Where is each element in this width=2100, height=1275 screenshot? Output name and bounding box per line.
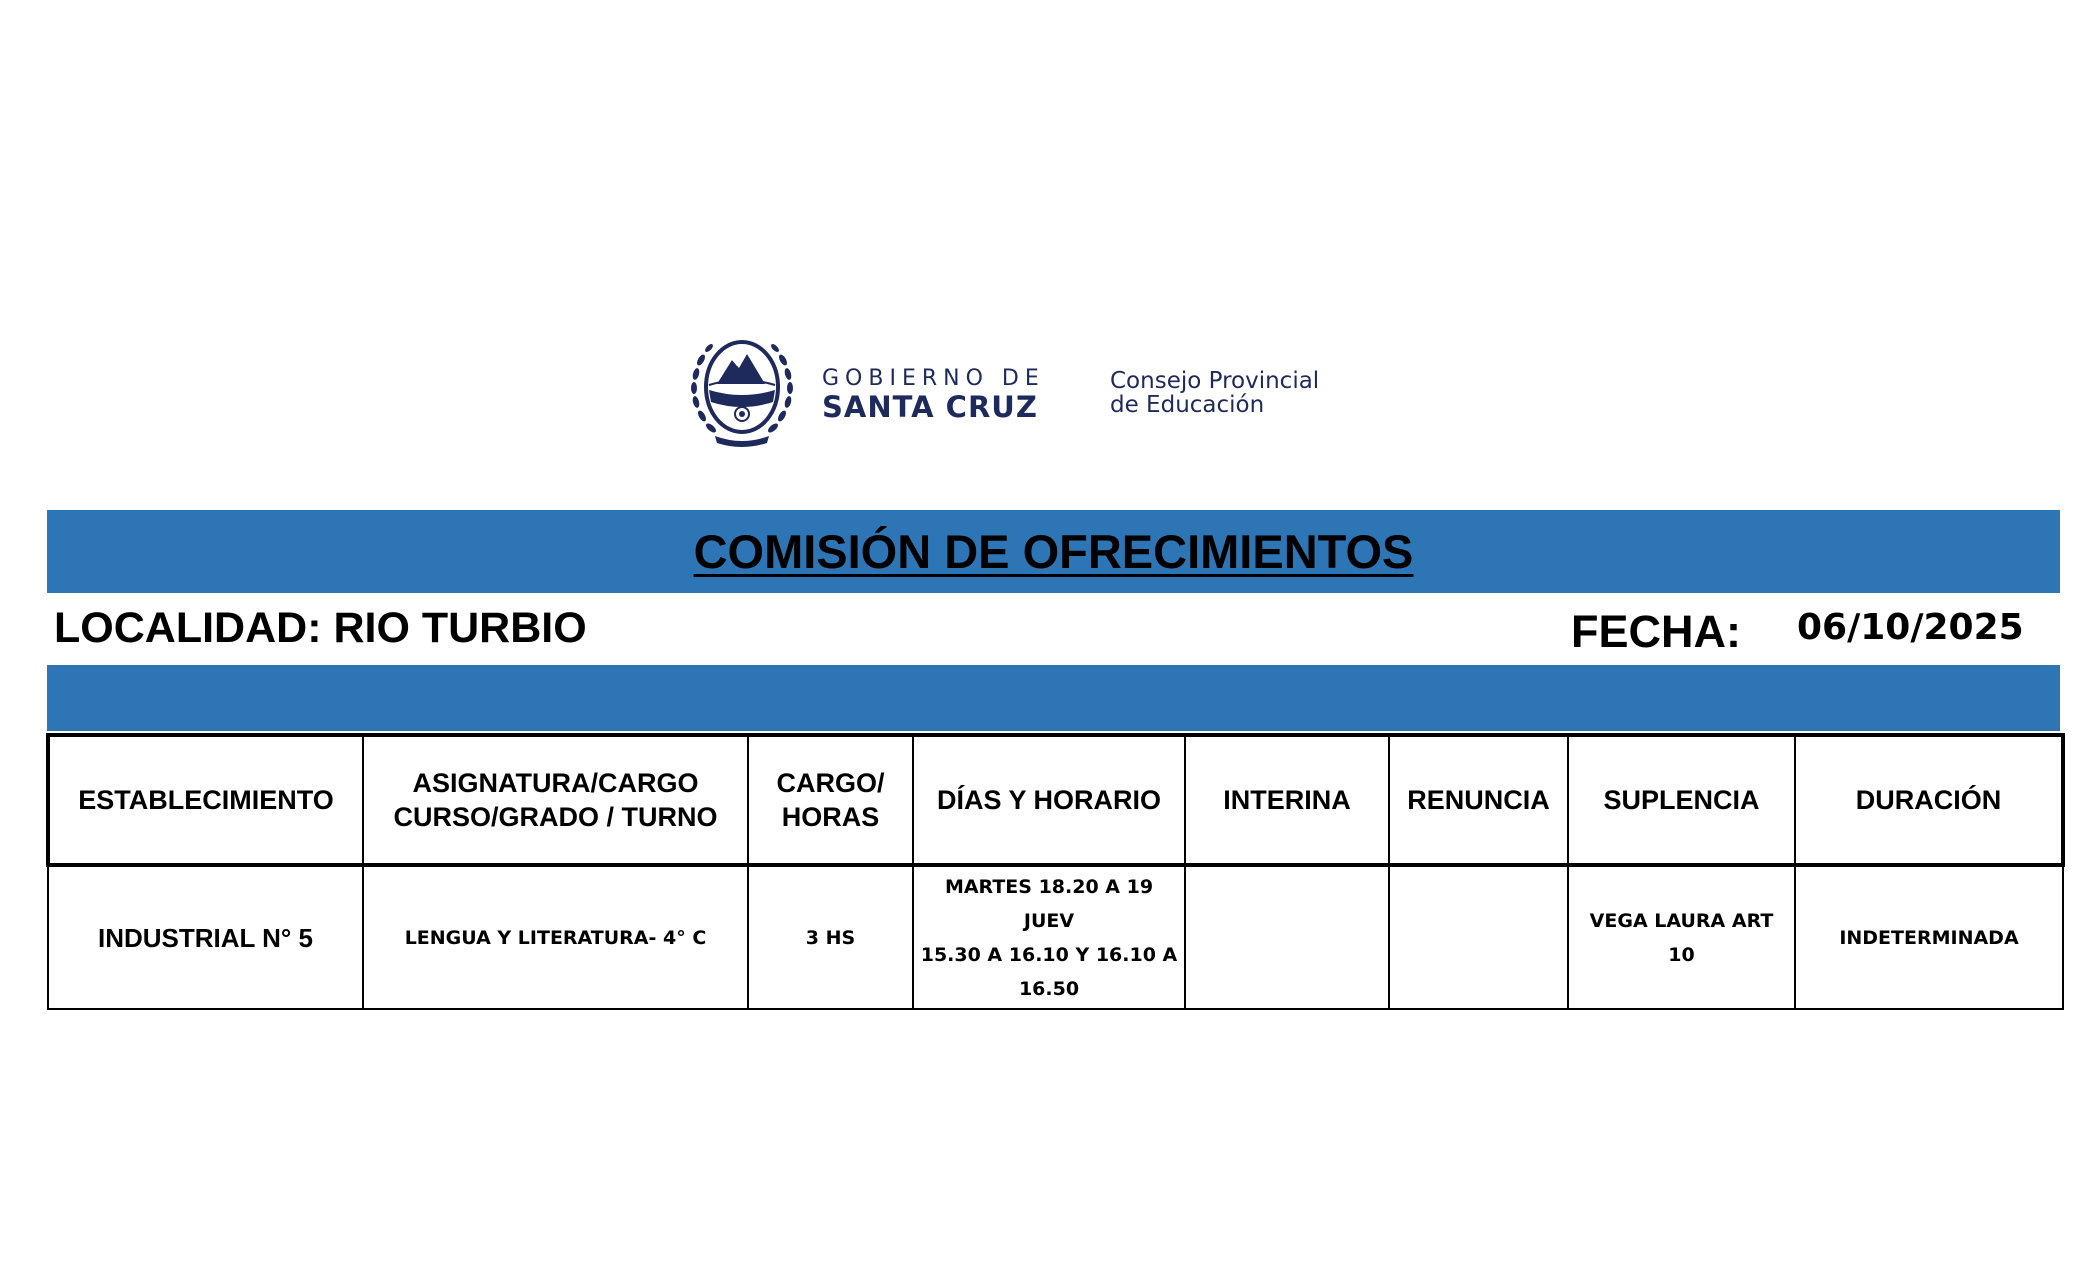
header-asignatura-line1: ASIGNATURA/CARGO	[412, 768, 699, 798]
cell-suplencia: VEGA LAURA ART 10	[1568, 865, 1795, 1009]
table-row	[48, 865, 2063, 1009]
header-dias-horario: DÍAS Y HORARIO	[913, 735, 1185, 865]
logo-line1: GOBIERNO DE	[822, 366, 1045, 391]
header-interina: INTERINA	[1185, 735, 1389, 865]
dias-line1: MARTES 18.20 A 19 JUEV	[944, 875, 1154, 932]
offers-table	[46, 733, 2065, 1010]
header-duracion: DURACIÓN	[1795, 735, 2063, 865]
header-logo	[687, 330, 1357, 455]
cell-establecimiento: INDUSTRIAL N° 5	[48, 865, 363, 1009]
cell-renuncia	[1389, 865, 1568, 1009]
government-wordmark	[822, 366, 1045, 422]
council-line2: de Educación	[1110, 392, 1265, 418]
cell-duracion: INDETERMINADA	[1795, 865, 2063, 1009]
council-wordmark	[1110, 369, 1319, 417]
cell-dias-horario	[913, 865, 1185, 1009]
cell-cargo-horas: 3 HS	[748, 865, 913, 1009]
header-cargo-horas	[748, 735, 913, 865]
header-renuncia: RENUNCIA	[1389, 735, 1568, 865]
header-suplencia: SUPLENCIA	[1568, 735, 1795, 865]
header-asignatura	[363, 735, 748, 865]
header-cargo-line1: CARGO/	[776, 768, 885, 798]
fecha-value: 06/10/2025	[1797, 607, 2024, 648]
dias-line3: 16.50	[1018, 977, 1080, 1000]
localidad-label: LOCALIDAD: RIO TURBIO	[54, 604, 587, 652]
separator-bar	[47, 665, 2060, 731]
header-cargo-line2: HORAS	[781, 802, 880, 832]
cell-interina	[1185, 865, 1389, 1009]
provincial-coat-of-arms-icon	[687, 330, 797, 450]
cell-asignatura: LENGUA Y LITERATURA- 4° C	[363, 865, 748, 1009]
header-establecimiento: ESTABLECIMIENTO	[48, 735, 363, 865]
page-title: COMISIÓN DE OFRECIMIENTOS	[693, 525, 1414, 578]
title-bar	[47, 510, 2060, 593]
logo-line2: SANTA CRUZ	[822, 390, 1038, 424]
council-line1: Consejo Provincial	[1110, 368, 1320, 394]
dias-line2: 15.30 A 16.10 Y 16.10 A	[920, 943, 1178, 966]
table-header-row	[48, 735, 2063, 865]
header-asignatura-line2: CURSO/GRADO / TURNO	[393, 802, 718, 832]
fecha-label: FECHA:	[1571, 606, 1741, 657]
